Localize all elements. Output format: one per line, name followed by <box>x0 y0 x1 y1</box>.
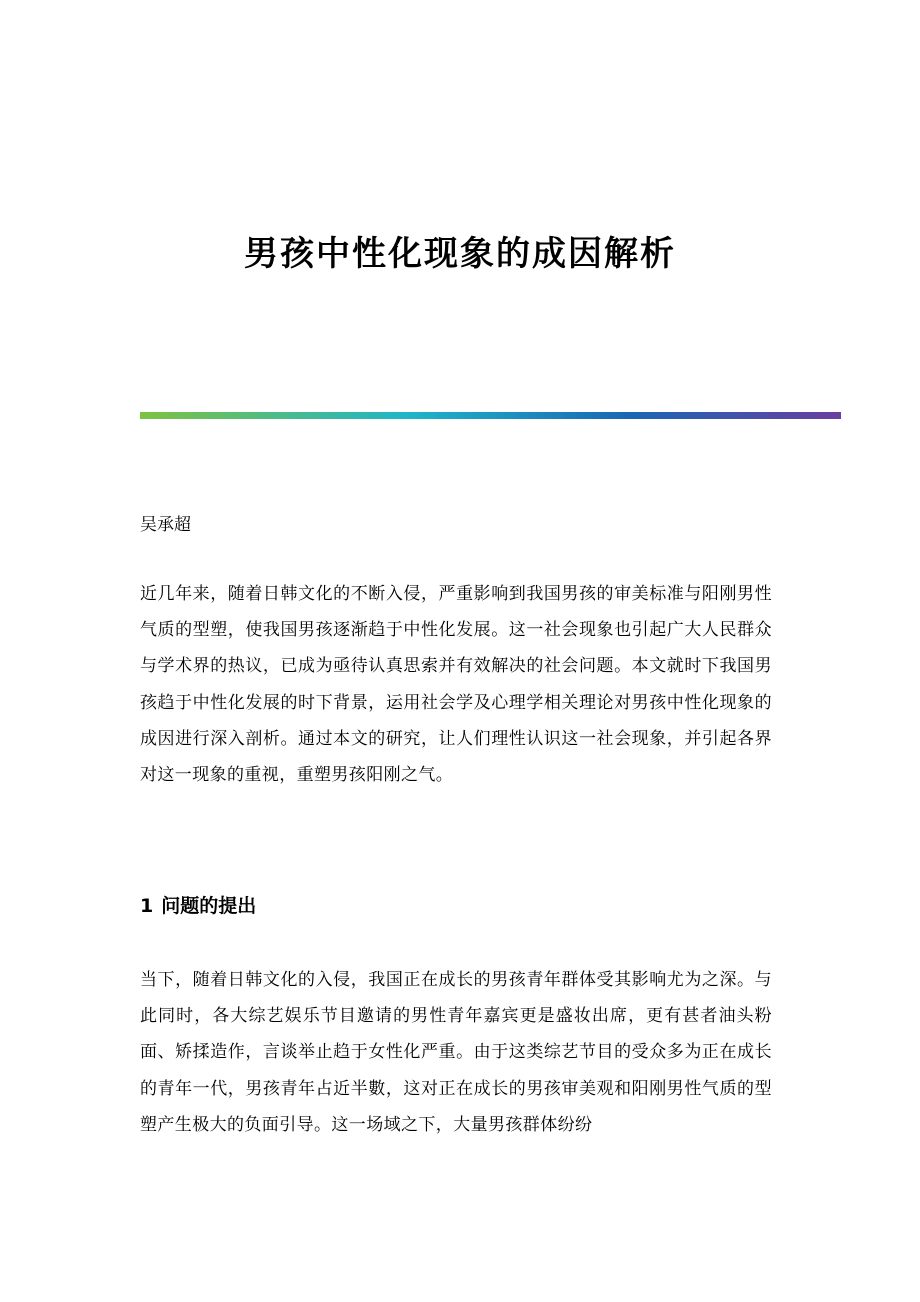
section-title: 问题的提出 <box>161 895 257 917</box>
section-number: 1 <box>140 895 154 917</box>
section-heading <box>140 888 256 924</box>
document-title: 男孩中性化现象的成因解析 <box>244 234 676 274</box>
section-body-paragraph: 当下，随着日韩文化的入侵，我国正在成长的男孩青年群体受其影响尤为之深。与此同时，各大综艺娱乐节目邀请的男性青年嘉宾更是盛妆出席，更有甚者油头粉面、矫揉造作，言谈举止趋于女性化严重。由于这类综艺节目的受众多为正在成长的青年一代，男孩青年占近半數，这对正在成长的男孩审美观和阳刚男性气质的型塑产生极大的负面引导。这一场域之下，大量男孩群体纷纷 <box>140 970 772 1135</box>
abstract-paragraph: 近几年来，随着日韩文化的不断入侵，严重影响到我国男孩的审美标准与阳刚男性气质的型塑，使我国男孩逐渐趋于中性化发展。这一社会现象也引起广大人民群众与学术界的热议，已成为亟待认真思索并有效解决的社会问题。本文就时下我国男孩趋于中性化发展的时下背景，运用社会学及心理学相关理论对男孩中性化现象的成因进行深入剖析。通过本文的研究，让人们理性认识这一社会现象，并引起各界对这一现象的重视，重塑男孩阳刚之气。 <box>140 584 772 786</box>
title-divider <box>140 412 841 419</box>
author-name: 吴承超 <box>140 515 191 535</box>
